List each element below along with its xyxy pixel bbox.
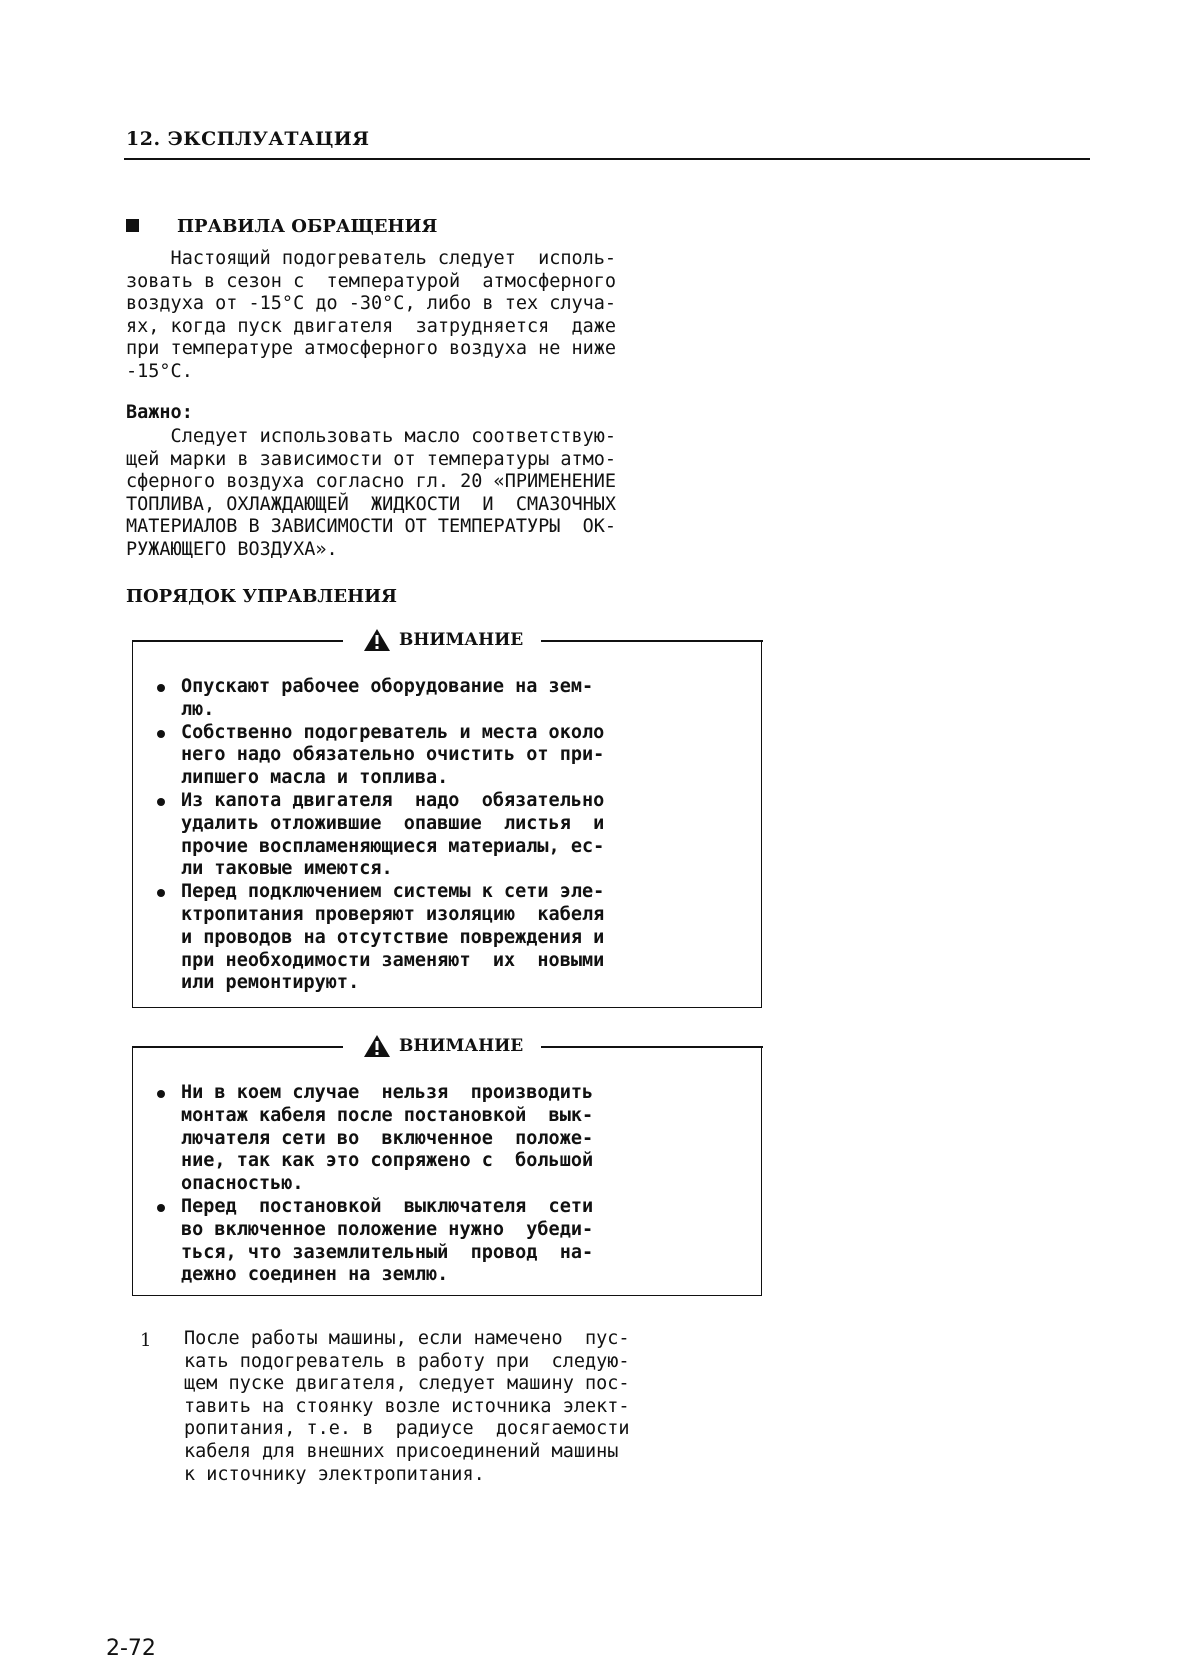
list-item: Собственно подогреватель и места около него надо обязательно очистить от при- липшего масла и топлива. — [153, 722, 604, 790]
chapter-heading: 12. ЭКСПЛУАТАЦИЯ — [126, 128, 370, 150]
warning-heading-text: ВНИМАНИЕ — [399, 630, 524, 650]
warning-triangle-icon — [363, 1034, 391, 1058]
list-item: Ни в коем случае нельзя производить монтаж кабеля после постановкой вык- лючателя сети во включенное положе- ние, так как это сопряжено с большой опасностью. — [153, 1082, 593, 1196]
warning-heading — [353, 626, 533, 654]
step-text: После работы машины, если намечено пус- кать подогреватель в работу при следую- щем пуске двигателя, следует машину пос- тавить на стоянку возле источника элект- ропитания, т.е. в радиусе досягаемости кабеля для внешних присоединений машины к источнику электропитания. — [184, 1328, 630, 1485]
important-label: Важно: — [126, 402, 193, 423]
section-title-text: ПРАВИЛА ОБРАЩЕНИЯ — [177, 216, 438, 237]
bullet-dot-icon — [157, 1090, 165, 1098]
list-item: Перед постановкой выключателя сети во включенное положение нужно убеди- ться, что заземлительный провод на- дежно соединен на землю. — [153, 1196, 593, 1287]
bullet-dot-icon — [157, 1204, 165, 1212]
page-number: 2-72 — [106, 1636, 156, 1661]
warning-box-top-line — [541, 640, 763, 642]
bullet-dot-icon — [157, 684, 165, 692]
warning-triangle-icon — [363, 628, 391, 652]
list-item: Из капота двигателя надо обязательно удалить отложившие опавшие листья и прочие воспламеняющиеся материалы, ес- ли таковые имеются. — [153, 790, 604, 881]
warning-1-list — [153, 676, 604, 995]
warning-box-1 — [132, 630, 762, 1008]
warning-box-top-line — [133, 640, 343, 642]
section-title-handling — [126, 216, 437, 237]
list-item: Перед подключением системы к сети эле- ктропитания проверяют изоляцию кабеля и проводов на отсутствие повреждения и при необходимости заменяют их новыми или ремонтируют. — [153, 881, 604, 995]
square-bullet-icon — [126, 219, 139, 232]
list-item: Опускают рабочее оборудование на зем- лю. — [153, 676, 604, 722]
procedure-title: ПОРЯДОК УПРАВЛЕНИЯ — [126, 586, 397, 607]
warning-box-top-line — [541, 1046, 763, 1048]
warning-box-top-line — [133, 1046, 343, 1048]
warning-2-list — [153, 1082, 593, 1287]
bullet-dot-icon — [157, 798, 165, 806]
step-number: 1 — [140, 1330, 152, 1351]
important-paragraph: Следует использовать масло соответствую- щей марки в зависимости от температуры атмо- сферного воздуха согласно гл. 20 «ПРИМЕНЕНИЕ ТОПЛИВА, ОХЛАЖДАЮЩЕЙ ЖИДКОСТИ И СМАЗОЧНЫХ МАТЕРИАЛОВ В ЗАВИСИМОСТИ ОТ ТЕМПЕРАТУРЫ ОК- РУЖАЮЩЕГО ВОЗДУХА». — [126, 426, 617, 560]
warning-heading-text: ВНИМАНИЕ — [399, 1036, 524, 1056]
bullet-dot-icon — [157, 730, 165, 738]
warning-heading — [353, 1032, 533, 1060]
handling-paragraph: Настоящий подогреватель следует исполь- зовать в сезон с температурой атмосферного воздуха от -15°С до -30°С, либо в тех случа- ях, когда пуск двигателя затрудняется даже при температуре атмосферного воздуха не ниже -15°С. — [126, 248, 617, 382]
header-rule — [124, 158, 1090, 160]
bullet-dot-icon — [157, 889, 165, 897]
warning-box-2 — [132, 1036, 762, 1296]
